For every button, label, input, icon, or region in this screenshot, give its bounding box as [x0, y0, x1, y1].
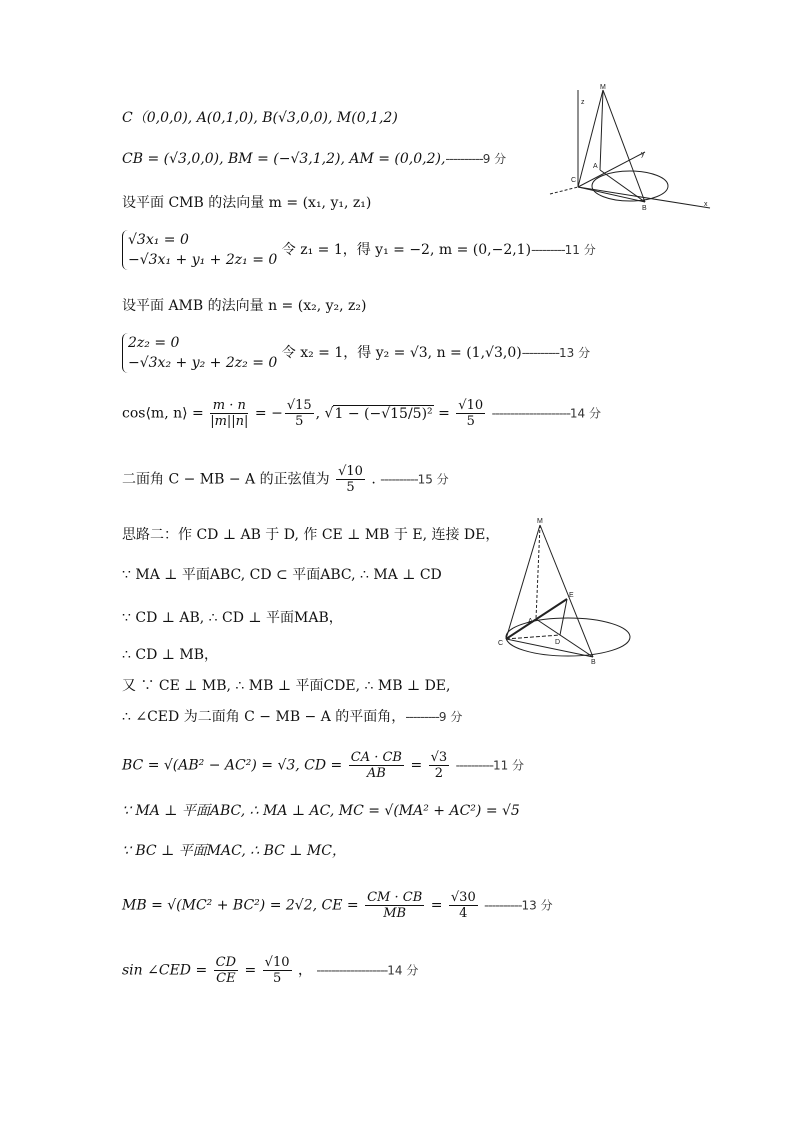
method-two-step-2: ∵ CD ⊥ AB, ∴ CD ⊥ 平面MAB，	[122, 610, 343, 626]
vectors-line: CB = (√3,0,0), BM = (−√3,1,2), AM = (0,0,2),----------9 分	[122, 151, 507, 167]
method-two-step-4: 又 ∵ CE ⊥ MB, ∴ MB ⊥ 平面CDE, ∴ MB ⊥ DE,	[122, 678, 451, 694]
fig1-label-x: x	[704, 201, 708, 208]
normal-m-line: 设平面 CMB 的法向量 m = (x₁, y₁, z₁)	[122, 195, 372, 211]
sin-formula: sin ∠CED = $\frac{CD}{CE}$ = $\frac{√10}{5}$ ， -------------------14 分	[122, 955, 419, 986]
bc-cd-formula: BC = √(AB² − AC²) = √3, CD = $\frac{CA \cdot CB}{AB}$ = $\frac{√3}{2}$ ----------11 分	[122, 750, 525, 781]
coordinates-line: C（0,0,0), A(0,1,0), B(√3,0,0), M(0,1,2)	[122, 110, 398, 126]
mb-ce-formula: MB = √(MC² + BC²) = 2√2, CE = $\frac{CM \cdot CB}{MB}$ = $\frac{√30}{4}$ ----------13 分	[122, 890, 553, 921]
method-two-step-1: ∵ MA ⊥ 平面ABC, CD ⊂ 平面ABC, ∴ MA ⊥ CD	[122, 567, 442, 583]
dihedral-result: 二面角 C − MB − A 的正弦值为 $\frac{√10}{5}$ . ----------15 分	[122, 464, 449, 495]
fig2-label-M: M	[537, 518, 543, 525]
fig1-label-y: y	[641, 151, 645, 158]
fig2-label-B: B	[591, 659, 596, 665]
fig2-label-C: C	[498, 640, 504, 647]
fig1-label-M: M	[600, 84, 606, 91]
mc-formula: ∵ MA ⊥ 平面ABC, ∴ MA ⊥ AC, MC = √(MA² + AC²) = √5	[122, 803, 520, 819]
system-1: √3x₁ = 0 −√3x₁ + y₁ + 2z₁ = 0 令 z₁ = 1，得 y₁ = −2, m = (0,−2,1)---------11 分	[122, 230, 596, 270]
fig1-label-B: B	[642, 205, 647, 212]
fig2-label-D: D	[555, 639, 561, 646]
system-2: 2z₂ = 0 −√3x₂ + y₂ + 2z₂ = 0 令 x₂ = 1，得 y₂ = √3, n = (1,√3,0)----------13 分	[122, 333, 590, 373]
fig1-label-C: C	[571, 177, 577, 184]
fig2-label-E: E	[569, 592, 574, 599]
method-two-step-3: ∴ CD ⊥ MB，	[122, 647, 218, 663]
fig1-label-z: z	[581, 99, 585, 106]
fig2-label-A: A	[528, 618, 533, 625]
cos-formula: cos⟨m, n⟩ = $\frac{m \cdot n}{|m||n|}$ = − $\frac{√15}{5}$ , √1 − (−√15/5)² = $\frac{√10}{5}$ ---------------------14 分	[122, 398, 602, 429]
figure-coordinate-cone	[545, 82, 715, 212]
normal-n-line: 设平面 AMB 的法向量 n = (x₂, y₂, z₂)	[122, 298, 367, 314]
method-two-step-5: ∴ ∠CED 为二面角 C − MB − A 的平面角，---------9 分	[122, 709, 463, 725]
fig1-label-A: A	[593, 163, 598, 170]
method-two-title: 思路二：作 CD ⊥ AB 于 D, 作 CE ⊥ MB 于 E, 连接 DE，	[122, 527, 500, 543]
bc-perp-line: ∵ BC ⊥ 平面MAC, ∴ BC ⊥ MC，	[122, 843, 346, 859]
figure-cone-perpendiculars	[493, 515, 643, 665]
